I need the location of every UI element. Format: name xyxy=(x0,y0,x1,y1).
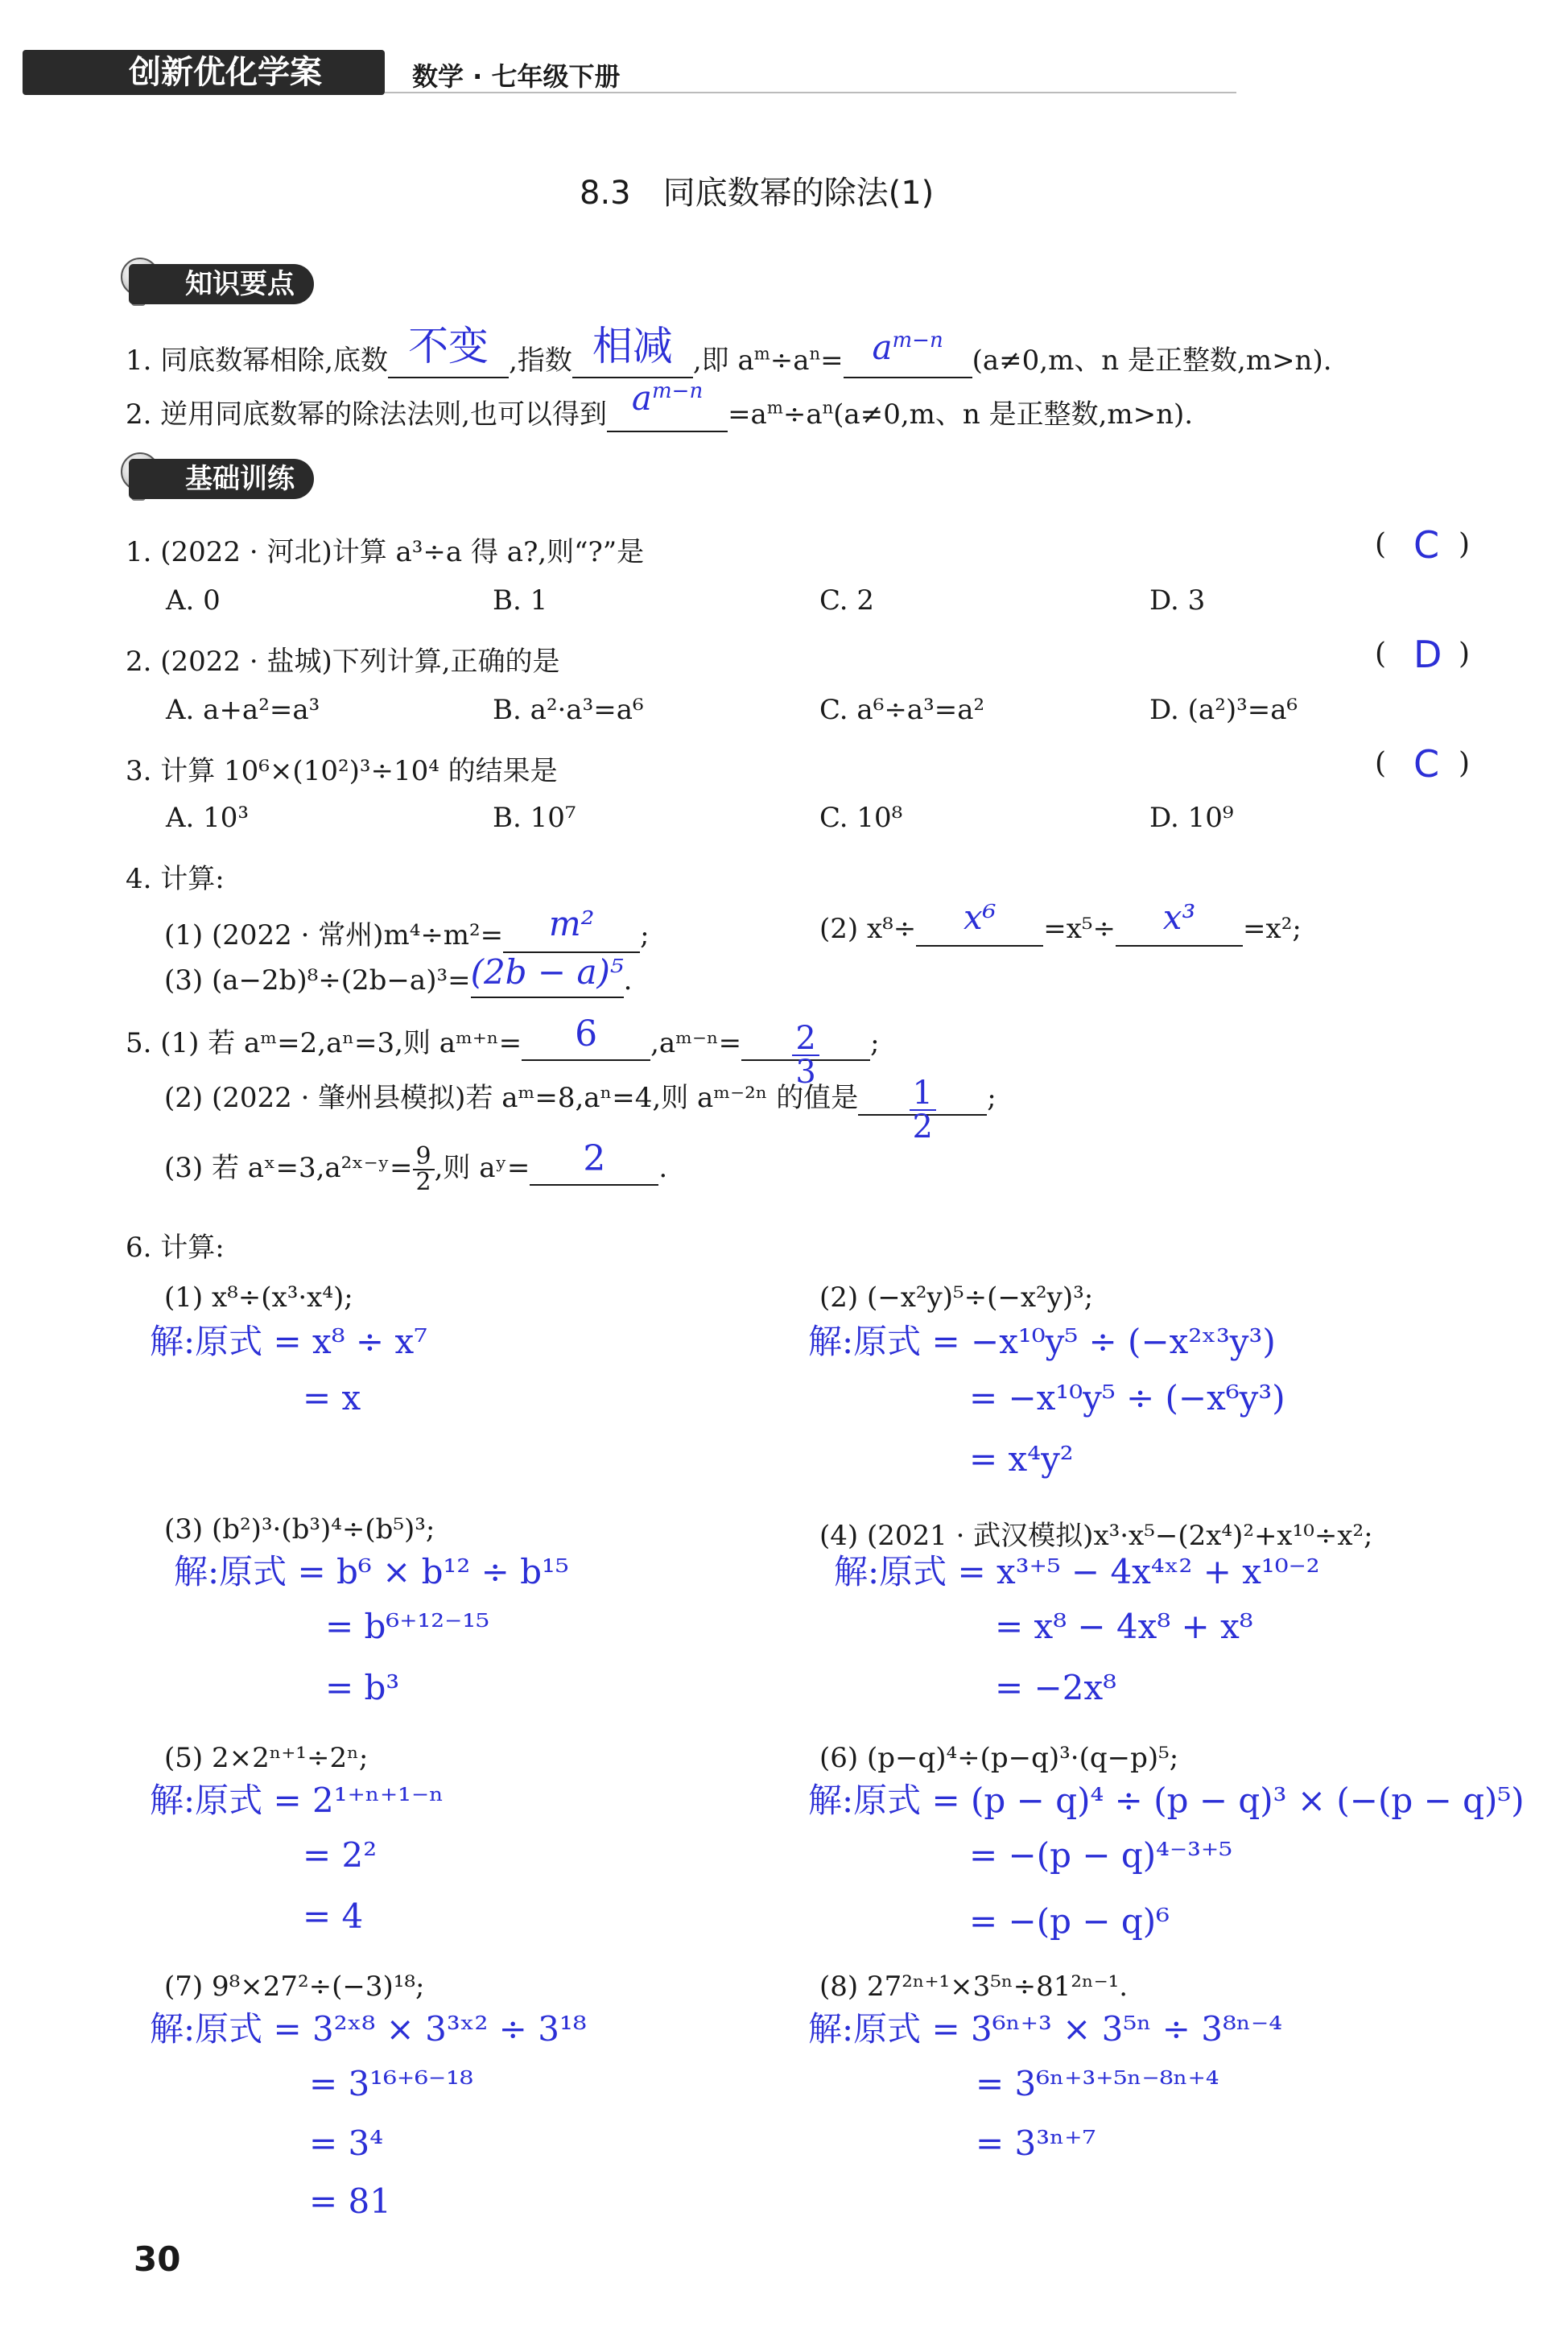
text: = xyxy=(820,345,844,377)
q6-solution-line: 解:原式 = x³⁺⁵ − 4x⁴ˣ² + x¹⁰⁻² xyxy=(834,1552,1320,1591)
answer-paren: ( xyxy=(1375,638,1387,671)
q6-question: (5) 2×2ⁿ⁺¹÷2ⁿ; xyxy=(164,1742,369,1774)
answer-handwritten: (2b − a)⁵ xyxy=(470,952,624,992)
q6-solution-line: = 81 xyxy=(309,2181,391,2221)
q6-solution-line: 解:原式 = b⁶ × b¹² ÷ b¹⁵ xyxy=(174,1552,569,1591)
answer-handwritten: $\frac{2}{3}$ xyxy=(741,1022,870,1088)
text: m xyxy=(753,343,770,364)
page-number: 30 xyxy=(134,2239,181,2279)
section-label: 知识要点 xyxy=(185,268,295,300)
q6-solution-line: 解:原式 = 3²ˣ⁸ × 3³ˣ² ÷ 3¹⁸ xyxy=(150,2009,587,2049)
text: (a≠0,m、n 是正整数,m>n). xyxy=(972,345,1332,377)
text: (a≠0,m、n 是正整数,m>n). xyxy=(833,398,1194,431)
text: 2. 逆用同底数幂的除法法则,也可以得到 xyxy=(126,398,608,431)
option: C. a⁶÷a³=a² xyxy=(819,694,985,726)
header-rule xyxy=(385,92,1236,93)
option: B. 1 xyxy=(493,584,548,617)
q6-solution-line: = −2x⁸ xyxy=(995,1668,1116,1707)
option: A. 10³ xyxy=(166,802,250,834)
q6-solution-line: 解:原式 = 3⁶ⁿ⁺³ × 3⁵ⁿ ÷ 3⁸ⁿ⁻⁴ xyxy=(808,2009,1283,2049)
q4-part-1: (1) (2022 · 常州)m⁴÷m²= m² ; xyxy=(164,904,650,951)
option: D. (a²)³=a⁶ xyxy=(1149,694,1298,726)
answer-handwritten: $a^{m-n}$ xyxy=(872,328,943,367)
q6-solution-line: 解:原式 = −x¹⁰y⁵ ÷ (−x²ˣ³y³) xyxy=(808,1322,1276,1361)
q6-solution-line: 解:原式 = x⁸ ÷ x⁷ xyxy=(150,1322,427,1361)
answer-paren: ) xyxy=(1459,747,1471,780)
text: n xyxy=(809,343,821,364)
option: A. a+a²=a³ xyxy=(166,694,320,726)
q4-label: 4. 计算: xyxy=(126,863,225,895)
mc-answer: C xyxy=(1413,742,1440,786)
q6-question: (1) x⁸÷(x³·x⁴); xyxy=(164,1281,353,1314)
mc-answer: D xyxy=(1413,633,1442,676)
q6-solution-line: = −(p − q)⁴⁻³⁺⁵ xyxy=(969,1835,1233,1875)
answer-handwritten: x⁶ xyxy=(963,898,997,937)
q6-solution-line: = 3¹⁶⁺⁶⁻¹⁸ xyxy=(309,2064,473,2103)
header-subject: 数学 · 七年级下册 xyxy=(412,61,621,92)
text: ÷a xyxy=(770,345,810,377)
section-badge-basic xyxy=(129,459,314,499)
answer-handwritten: 2 xyxy=(583,1138,606,1179)
option: C. 2 xyxy=(819,584,875,617)
answer-handwritten: m² xyxy=(548,904,595,943)
q6-solution-line: 解:原式 = (p − q)⁴ ÷ (p − q)³ × (−(p − q)⁵) xyxy=(808,1781,1525,1820)
q6-question: (8) 27²ⁿ⁺¹×3⁵ⁿ÷81²ⁿ⁻¹. xyxy=(819,1971,1129,2003)
answer-handwritten: 相减 xyxy=(592,323,673,369)
option: B. 10⁷ xyxy=(493,802,576,834)
q6-question: (4) (2021 · 武汉模拟)x³·x⁵−(2x⁴)²+x¹⁰÷x²; xyxy=(819,1520,1373,1552)
header-brand: 创新优化学案 xyxy=(129,54,322,91)
q6-question: (7) 9⁸×27²÷(−3)¹⁸; xyxy=(164,1971,425,2003)
answer-paren: ( xyxy=(1375,747,1387,780)
q4-part-3: (3) (a−2b)⁸÷(2b−a)³= (2b − a)⁵ . xyxy=(164,952,633,997)
option: B. a²·a³=a⁶ xyxy=(493,694,644,726)
answer-paren: ( xyxy=(1375,528,1387,561)
answer-handwritten: x³ xyxy=(1162,898,1196,937)
q5-part-3: (3) 若 aˣ=3,a²ˣ⁻ʸ= $\frac{9}{2}$ ,则 aʸ= 2 . xyxy=(164,1138,668,1196)
text: 1. 同底数幂相除,底数 xyxy=(126,345,389,377)
q6-solution-line: = x xyxy=(303,1378,361,1418)
q6-solution-line: = b³ xyxy=(325,1668,400,1707)
q6-solution-line: = b⁶⁺¹²⁻¹⁵ xyxy=(325,1607,489,1646)
q6-solution-line: = 2² xyxy=(303,1835,378,1875)
section-badge-knowledge xyxy=(129,264,314,304)
mc-question-3: 3. 计算 10⁶×(10²)³÷10⁴ 的结果是 xyxy=(126,755,558,787)
option: D. 10⁹ xyxy=(1149,802,1234,834)
q6-solution-line: = x⁴y² xyxy=(969,1439,1074,1479)
option: A. 0 xyxy=(166,584,221,617)
q5-part-1: 5. (1) 若 aᵐ=2,aⁿ=3,则 aᵐ⁺ⁿ= 6 ,aᵐ⁻ⁿ= $\frac{2}{3}$ ; xyxy=(126,1013,880,1091)
option: C. 10⁸ xyxy=(819,802,903,834)
text: ,即 a xyxy=(692,345,754,377)
q6-solution-line: = 3³ⁿ⁺⁷ xyxy=(976,2123,1096,2163)
text: n xyxy=(822,397,834,418)
answer-handwritten: $\frac{1}{2}$ xyxy=(858,1077,987,1143)
q5-part-2: (2) (2022 · 肇州县模拟)若 aᵐ=8,aⁿ=4,则 aᵐ⁻²ⁿ 的值是 $\frac{1}{2}$ ; xyxy=(164,1075,997,1145)
answer-paren: ) xyxy=(1459,638,1471,671)
section-label: 基础训练 xyxy=(185,463,295,495)
q6-solution-line: = 3⁶ⁿ⁺³⁺⁵ⁿ⁻⁸ⁿ⁺⁴ xyxy=(976,2064,1219,2103)
page-title: 8.3 同底数幂的除法(1) xyxy=(580,175,935,212)
answer-handwritten: 不变 xyxy=(408,323,489,369)
q4-part-2: (2) x⁸÷ x⁶ =x⁵÷ x³ =x²; xyxy=(819,898,1302,945)
q6-solution-line: = 3⁴ xyxy=(309,2123,384,2163)
q6-solution-line: = −x¹⁰y⁵ ÷ (−x⁶y³) xyxy=(969,1378,1285,1418)
q6-solution-line: = 4 xyxy=(303,1896,364,1936)
q6-solution-line: 解:原式 = 2¹⁺ⁿ⁺¹⁻ⁿ xyxy=(150,1781,444,1820)
text: =a xyxy=(728,398,767,431)
q6-question: (3) (b²)³·(b³)⁴÷(b⁵)³; xyxy=(164,1513,435,1546)
q6-solution-line: = x⁸ − 4x⁸ + x⁸ xyxy=(995,1607,1253,1646)
q6-label: 6. 计算: xyxy=(126,1232,225,1264)
knowledge-item-2 xyxy=(126,378,1194,432)
q6-solution-line: = −(p − q)⁶ xyxy=(969,1901,1170,1941)
answer-handwritten: 6 xyxy=(575,1013,598,1055)
text: m xyxy=(766,397,783,418)
mc-question-2: 2. (2022 · 盐城)下列计算,正确的是 xyxy=(126,646,560,678)
q6-question: (6) (p−q)⁴÷(p−q)³·(q−p)⁵; xyxy=(819,1742,1179,1774)
mc-question-1: 1. (2022 · 河北)计算 a³÷a 得 a?,则“?”是 xyxy=(126,536,645,568)
q6-question: (2) (−x²y)⁵÷(−x²y)³; xyxy=(819,1281,1094,1314)
mc-answer: C xyxy=(1413,523,1440,567)
answer-paren: ) xyxy=(1459,528,1471,561)
text: ,指数 xyxy=(509,345,572,377)
option: D. 3 xyxy=(1149,584,1206,617)
answer-handwritten: $a^{m-n}$ xyxy=(631,378,704,418)
knowledge-item-1 xyxy=(126,323,1332,378)
text: ÷a xyxy=(782,398,823,431)
